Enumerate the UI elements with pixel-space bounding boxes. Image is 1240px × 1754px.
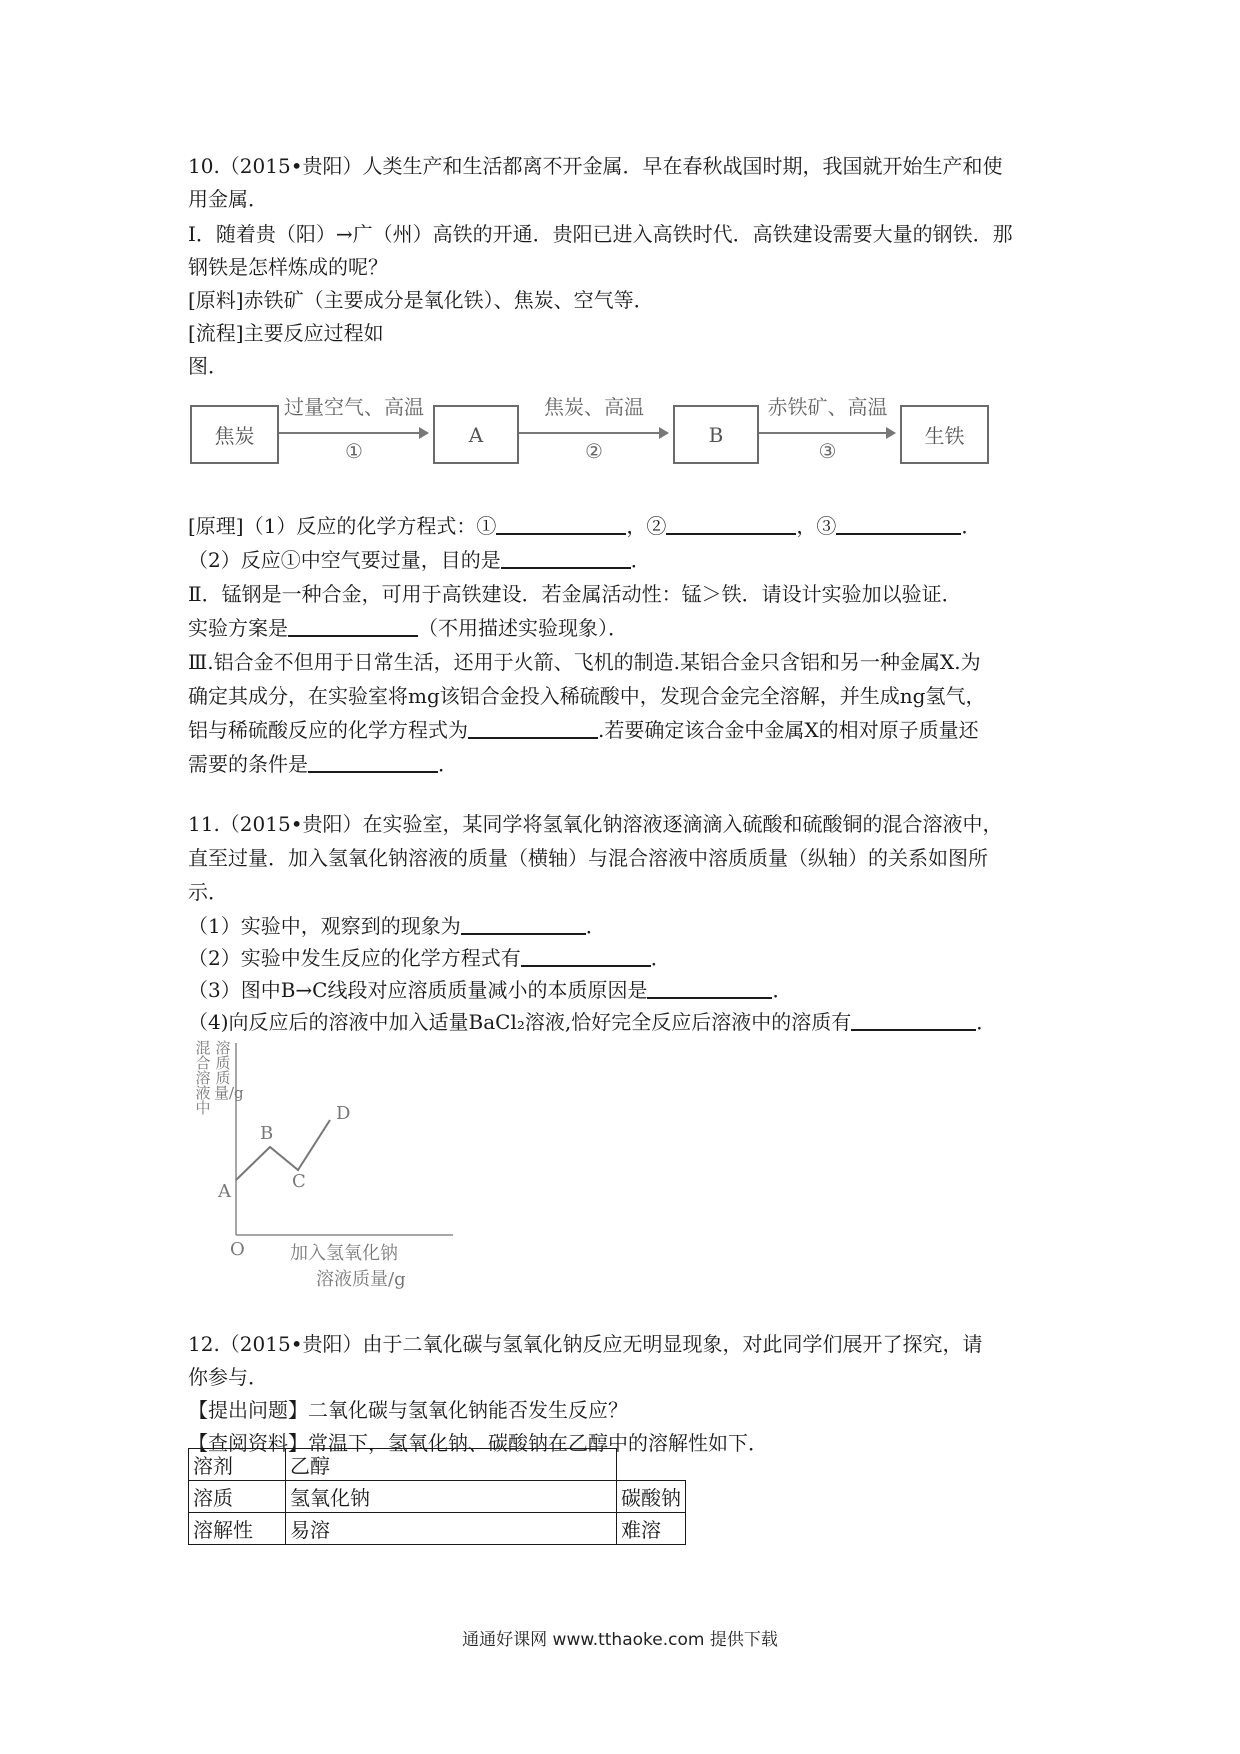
flow-step-3-label: 赤铁矿、高温 (767, 395, 888, 419)
flow-box-b: B (673, 405, 759, 464)
q10-line-1: 10.（2015•贵阳）人类生产和生活都离不开金属．早在春秋战国时期，我国就开始生产和使 (188, 154, 1003, 178)
q11-line-2: 直至过量．加入氢氧化钠溶液的质量（横轴）与混合溶液中溶质质量（纵轴）的关系如图所 (188, 846, 988, 870)
period: ． (772, 978, 793, 1002)
period: ． (585, 914, 606, 938)
x-axis-label-line-1: 加入氢氧化钠 (290, 1243, 398, 1264)
separator-3: ，③ (796, 514, 837, 538)
flow-step-3-number: ③ (818, 439, 837, 463)
plan-prefix: 实验方案是 (188, 616, 288, 640)
answer-blank-eq1[interactable] (496, 513, 626, 535)
y-axis-label-col-2: 溶质质量/g (214, 1039, 244, 1102)
page-footer: 通通好课网 www.tthaoke.com 提供下载 (462, 1630, 778, 1650)
period: ． (976, 1010, 997, 1034)
answer-blank-reason[interactable] (647, 977, 772, 999)
answer-blank-equations[interactable] (521, 945, 651, 967)
table-cell: 乙醇 (286, 1449, 617, 1481)
flow-box-coke: 焦炭 (190, 405, 279, 464)
sub-4-text: （4)向反应后的溶液中加入适量BaCl₂溶液,恰好完全反应后溶液中的溶质有 (188, 1010, 852, 1034)
x-axis-label-line-2: 溶液质量/g (316, 1269, 406, 1290)
q12-line-1: 12.（2015•贵阳）由于二氧化碳与氢氧化钠反应无明显现象，对此同学们展开了探究，请 (188, 1332, 983, 1356)
sub-3-text: （3）图中B→C线段对应溶质质量减小的本质原因是 (188, 978, 648, 1002)
q10-part-iii-line-4 (188, 750, 458, 778)
q10-part-iii-line-1: Ⅲ.铝合金不但用于日常生活，还用于火箭、飞机的制造.某铝合金只含铝和另一种金属X.为 (188, 650, 981, 674)
point-d-label: D (336, 1103, 351, 1124)
principle-2-prefix: （2）反应①中空气要过量，目的是 (188, 548, 501, 572)
table-row (189, 1481, 686, 1513)
process-flowchart (190, 395, 1070, 465)
plan-suffix: （不用描述实验现象）． (418, 616, 628, 640)
flow-arrow-3 (759, 432, 894, 434)
sub-2-text: （2）实验中发生反应的化学方程式有 (188, 946, 521, 970)
q11-line-1: 11.（2015•贵阳）在实验室，某同学将氢氧化钠溶液逐滴滴入硫酸和硫酸铜的混合溶液中， (188, 812, 1003, 836)
period: ． (650, 946, 671, 970)
flow-step-2-number: ② (585, 439, 603, 463)
q10-part-ii: Ⅱ．锰钢是一种合金，可用于高铁建设．若金属活动性：锰＞铁．请设计实验加以验证． (188, 582, 962, 606)
answer-blank-eq2[interactable] (666, 513, 796, 535)
iii-equation-suffix: .若要确定该合金中金属X的相对原子质量还 (598, 718, 979, 742)
iii-condition-prefix: 需要的条件是 (188, 752, 308, 776)
period: ． (961, 514, 982, 538)
q10-part-iii-line-3 (188, 716, 979, 744)
table-cell: 溶质 (189, 1481, 286, 1513)
q11-sub-4 (188, 1008, 996, 1036)
q10-raw-materials: [原料]赤铁矿（主要成分是氧化铁）、焦炭、空气等． (188, 288, 654, 312)
answer-blank-phenomenon[interactable] (461, 913, 586, 935)
q10-line-4: 钢铁是怎样炼成的呢？ (188, 255, 388, 279)
table-cell: 易溶 (286, 1513, 617, 1545)
q11-line-3: 示． (188, 880, 228, 904)
point-c-label: C (292, 1171, 306, 1192)
principle-prefix: [原理]（1）反应的化学方程式：① (188, 514, 497, 538)
table-cell: 碳酸钠 (617, 1481, 686, 1513)
answer-blank-plan[interactable] (288, 615, 418, 637)
origin-label: O (230, 1239, 245, 1260)
q12-line-2: 你参与． (188, 1365, 268, 1389)
q10-principle-1 (188, 512, 981, 540)
solubility-table (188, 1448, 686, 1545)
q11-sub-2 (188, 944, 671, 972)
q12-question: 【提出问题】二氧化碳与氢氧化钠能否发生反应？ (188, 1398, 628, 1422)
y-axis-label-col-1: 混合溶液中 (195, 1039, 211, 1117)
answer-blank-condition[interactable] (308, 751, 438, 773)
q10-part-iii-line-2: 确定其成分，在实验室将mg该铝合金投入稀硫酸中，发现合金完全溶解，并生成ng氢气， (188, 684, 986, 708)
q10-process: [流程]主要反应过程如 (188, 321, 384, 345)
flow-arrow-2 (519, 432, 667, 434)
q10-process-cont: 图． (188, 354, 228, 378)
q11-sub-1 (188, 912, 606, 940)
table-cell: 溶剂 (189, 1449, 286, 1481)
q10-line-3: Ⅰ．随着贵（阳）→广（州）高铁的开通．贵阳已进入高铁时代．高铁建设需要大量的钢铁．那 (188, 222, 1013, 246)
q10-part-ii-plan (188, 614, 628, 642)
q11-sub-3 (188, 976, 792, 1004)
answer-blank-purpose[interactable] (501, 547, 631, 569)
period: ． (630, 548, 651, 572)
flow-box-pig-iron: 生铁 (900, 405, 989, 464)
table-cell: 溶解性 (189, 1513, 286, 1545)
flow-step-1-label: 过量空气、高温 (284, 395, 424, 419)
point-b-label: B (260, 1123, 274, 1144)
flow-step-1-number: ① (345, 439, 363, 463)
point-a-label: A (218, 1181, 231, 1202)
table-cell-empty (617, 1449, 686, 1481)
iii-equation-prefix: 铝与稀硫酸反应的化学方程式为 (188, 718, 468, 742)
table-cell: 难溶 (617, 1513, 686, 1545)
separator-2: ，② (626, 514, 667, 538)
q10-line-2: 用金属． (188, 187, 268, 211)
solute-mass-graph (178, 1035, 458, 1295)
table-row (189, 1449, 686, 1481)
answer-blank-solutes[interactable] (851, 1009, 976, 1031)
q10-principle-2 (188, 546, 651, 574)
q12-reference: 【查阅资料】常温下，氢氧化钠、碳酸钠在乙醇中的溶解性如下． (188, 1431, 768, 1455)
table-row (189, 1513, 686, 1545)
sub-1-text: （1）实验中，观察到的现象为 (188, 914, 461, 938)
answer-blank-al-equation[interactable] (468, 717, 598, 739)
flow-box-a: A (433, 405, 519, 464)
period: ． (438, 752, 458, 776)
flow-arrow-1 (279, 432, 427, 434)
table-cell: 氢氧化钠 (286, 1481, 617, 1513)
answer-blank-eq3[interactable] (836, 513, 961, 535)
flow-step-2-label: 焦炭、高温 (544, 395, 644, 419)
